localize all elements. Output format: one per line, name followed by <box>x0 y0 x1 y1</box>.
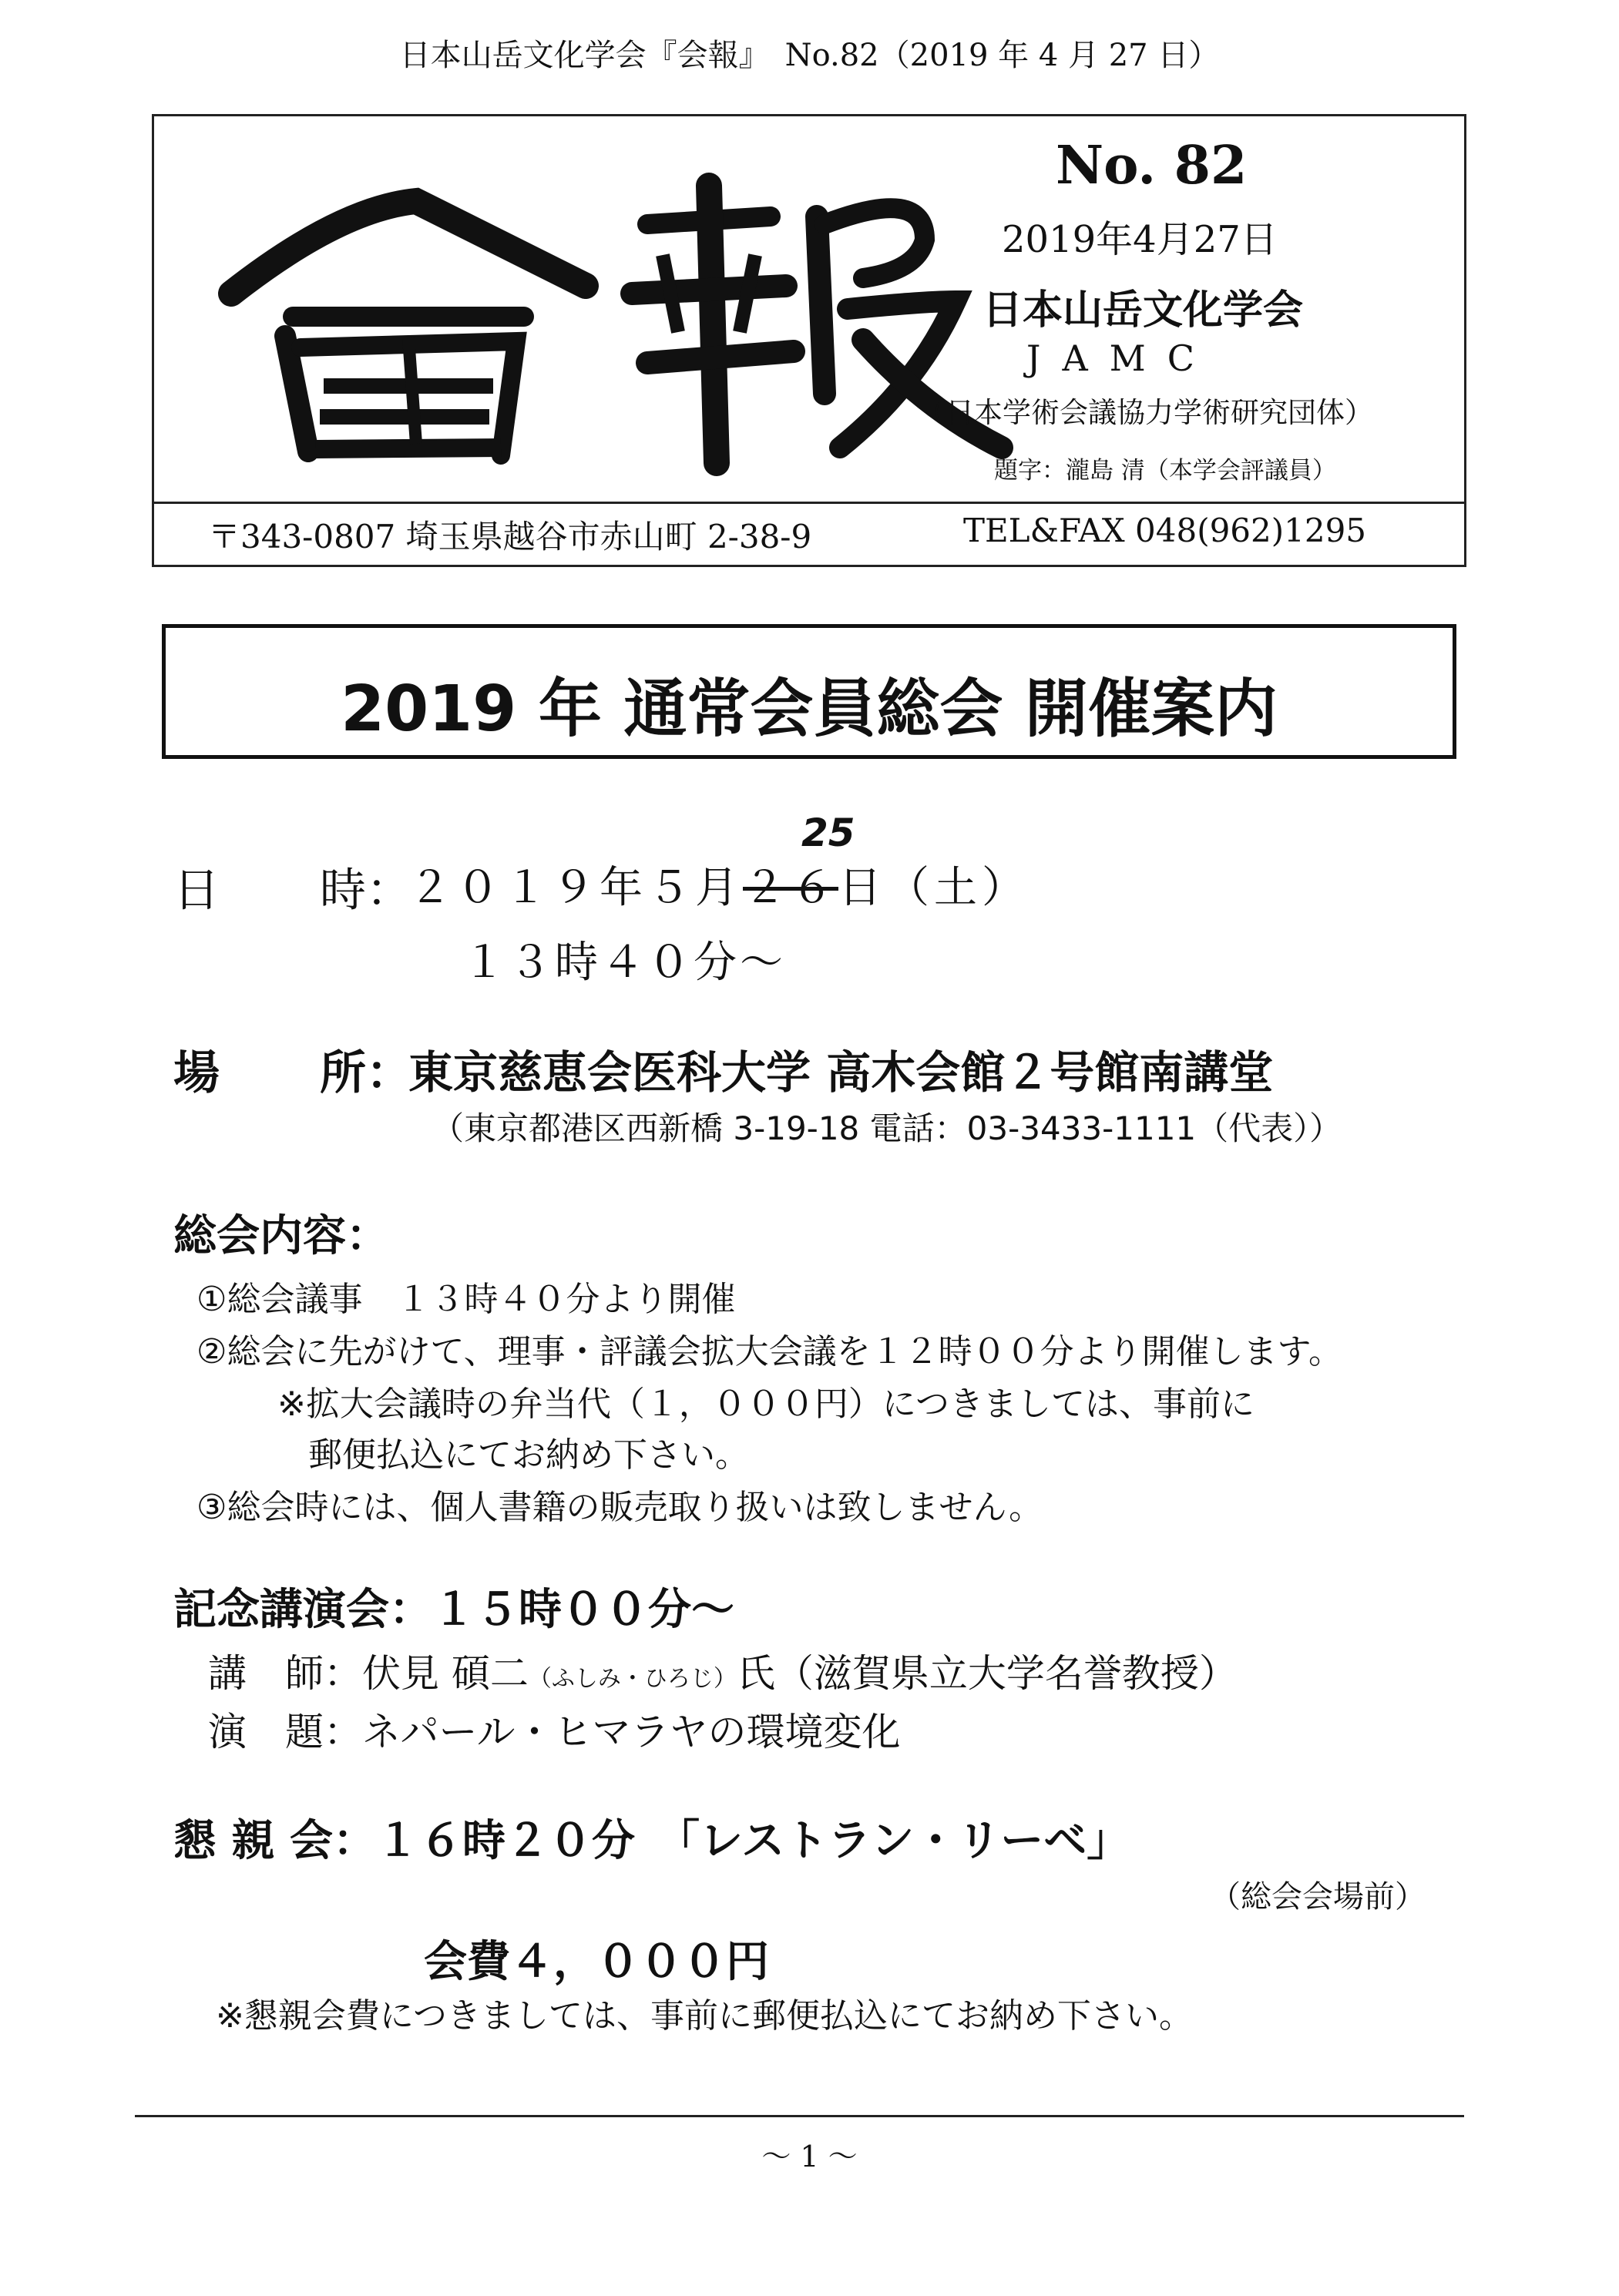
masthead-divider <box>154 502 1464 504</box>
party-location-note: （総会会場前） <box>1210 1879 1426 1915</box>
agenda-item: ③総会時には、個人書籍の販売取り扱いは致しません。 <box>196 1488 1043 1527</box>
telephone-fax: TEL&FAX 048(962)1295 <box>963 512 1367 549</box>
agenda-note: 郵便払込にてお納め下さい。 <box>308 1435 749 1475</box>
date-label-suffix: 時： <box>320 864 412 918</box>
agenda-item: ①総会議事 １３時４０分より開催 <box>196 1280 736 1319</box>
venue-name: 東京慈恵会医科大学 高木会館２号館南講堂 <box>408 1046 1274 1099</box>
calligraphy-credit: 題字：瀧島 清（本学会評議員） <box>994 457 1336 485</box>
organization-abbreviation: JAMC <box>1026 337 1216 379</box>
lecturer-reading: （ふしみ・ひろじ） <box>528 1665 737 1693</box>
lecture-title: 記念講演会：１５時００分～ <box>173 1585 734 1635</box>
topic-label: 演 題： <box>208 1710 362 1754</box>
lecturer-affiliation: 氏（滋賀県立大学名誉教授） <box>736 1651 1238 1696</box>
issue-number: No. 82 <box>1056 135 1248 196</box>
party-fee: 会費４，０００円 <box>424 1937 769 1987</box>
title-box <box>162 624 1456 759</box>
date-prefix: ２０１９年５月 <box>408 863 743 913</box>
date-struck-day: ２６ <box>743 863 838 913</box>
date-suffix: 日（土） <box>838 863 1030 913</box>
postal-address: 〒343-0807 埼玉県越谷市赤山町 2-38-9 <box>208 518 812 556</box>
lecturer-label: 講 師： <box>208 1651 362 1696</box>
lecturer-row <box>208 1643 1238 1698</box>
masthead-box <box>152 114 1466 567</box>
venue-label-suffix: 所： <box>320 1046 412 1100</box>
lecturer-name: 伏見 碩二 <box>362 1651 529 1696</box>
organization-name: 日本山岳文化学会 <box>982 287 1304 334</box>
lecture-topic: ネパール・ヒマラヤの環境変化 <box>362 1710 901 1754</box>
footer-rule <box>135 2115 1464 2117</box>
venue-label: 場 <box>173 1046 220 1100</box>
agenda-note: ※拡大会議時の弁当代（１，０００円）につきましては、事前に <box>277 1385 1255 1424</box>
page-number: ～ 1 ～ <box>761 2140 858 2173</box>
kaiho-calligraphy-logo <box>185 139 1017 478</box>
handwritten-date-correction: 25 <box>801 811 855 855</box>
page-title: 2019 年 通常会員総会 開催案内 <box>341 673 1278 746</box>
organization-description: （日本学術会議協力学術研究団体） <box>917 396 1373 429</box>
date-label: 日 <box>173 864 220 918</box>
running-header: 日本山岳文化学会『会報』 No.82（2019 年 4 月 27 日） <box>399 38 1220 73</box>
agenda-title: 総会内容： <box>173 1211 389 1261</box>
topic-row <box>208 1701 901 1757</box>
party-fee-note: ※懇親会費につきましては、事前に郵便払込にてお納め下さい。 <box>216 1996 1193 2036</box>
party-title: 懇 親 会：１６時２０分 「レストラン・リーベ」 <box>173 1816 1130 1866</box>
issue-date: 2019年4月27日 <box>1002 218 1278 261</box>
event-date <box>408 854 1030 915</box>
event-time: １３時４０分～ <box>462 938 786 988</box>
venue-address: （東京都港区西新橋 3-19-18 電話：03-3433-1111（代表）） <box>432 1109 1342 1147</box>
agenda-item: ②総会に先がけて、理事・評議会拡大会議を１２時００分より開催します。 <box>196 1332 1343 1371</box>
